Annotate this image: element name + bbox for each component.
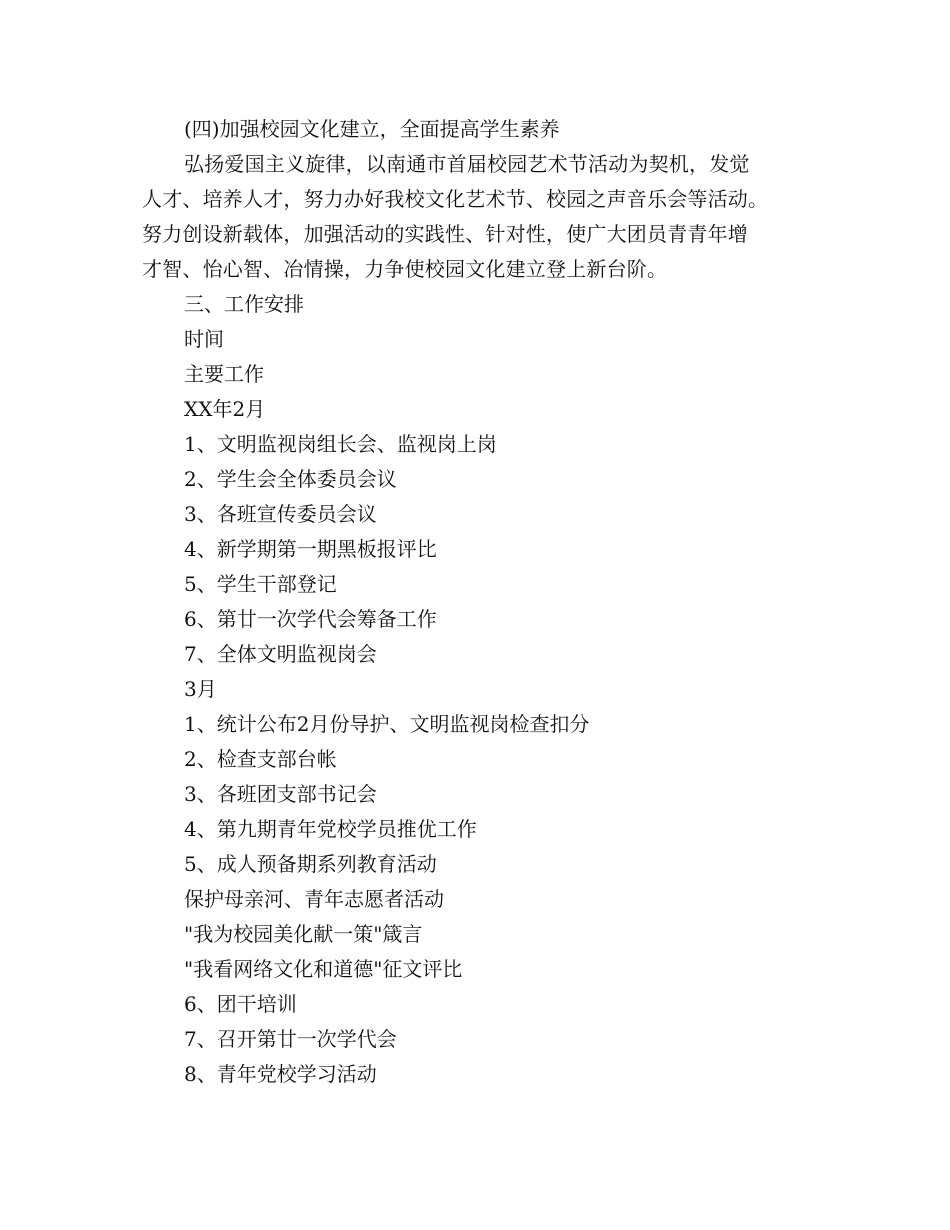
month-label-feb: XX年2月 xyxy=(184,397,266,421)
paragraph-line-3: 努力创设新载体，加强活动的实践性、针对性，使广大团员青青年增 xyxy=(142,222,748,246)
list-item: 2、检查支部台帐 xyxy=(184,747,337,771)
list-item: 3、各班团支部书记会 xyxy=(184,782,377,806)
list-item: 5、成人预备期系列教育活动 xyxy=(184,852,437,876)
paragraph-line-4: 才智、怡心智、冶情操，力争使校园文化建立登上新台阶。 xyxy=(142,257,668,281)
list-item: 1、文明监视岗组长会、监视岗上岗 xyxy=(184,432,497,456)
paragraph-line-1: 弘扬爱国主义旋律，以南通市首届校园艺术节活动为契机，发觉 xyxy=(184,152,750,176)
column-label-work: 主要工作 xyxy=(184,362,264,386)
list-item: "我看网络文化和道德"征文评比 xyxy=(184,957,463,981)
paragraph-line-2: 人才、培养人才，努力办好我校文化艺术节、校园之声音乐会等活动。 xyxy=(142,187,769,211)
month-label-mar: 3月 xyxy=(184,677,217,701)
list-item: 8、青年党校学习活动 xyxy=(184,1062,377,1086)
list-item: 保护母亲河、青年志愿者活动 xyxy=(184,887,444,911)
list-item: 4、新学期第一期黑板报评比 xyxy=(184,537,437,561)
list-item: 7、召开第廿一次学代会 xyxy=(184,1027,397,1051)
column-label-time: 时间 xyxy=(184,327,224,351)
list-item: 4、第九期青年党校学员推优工作 xyxy=(184,817,477,841)
list-item: 1、统计公布2月份导护、文明监视岗检查扣分 xyxy=(184,712,590,736)
document-body xyxy=(142,112,842,1092)
list-item: 2、学生会全体委员会议 xyxy=(184,467,397,491)
section-heading: (四)加强校园文化建立，全面提高学生素养 xyxy=(184,117,560,141)
section-title: 三、工作安排 xyxy=(184,292,304,316)
list-item: "我为校园美化献一策"箴言 xyxy=(184,922,423,946)
list-item: 5、学生干部登记 xyxy=(184,572,337,596)
list-item: 7、全体文明监视岗会 xyxy=(184,642,377,666)
list-item: 6、第廿一次学代会筹备工作 xyxy=(184,607,437,631)
list-item: 3、各班宣传委员会议 xyxy=(184,502,377,526)
list-item: 6、团干培训 xyxy=(184,992,297,1016)
